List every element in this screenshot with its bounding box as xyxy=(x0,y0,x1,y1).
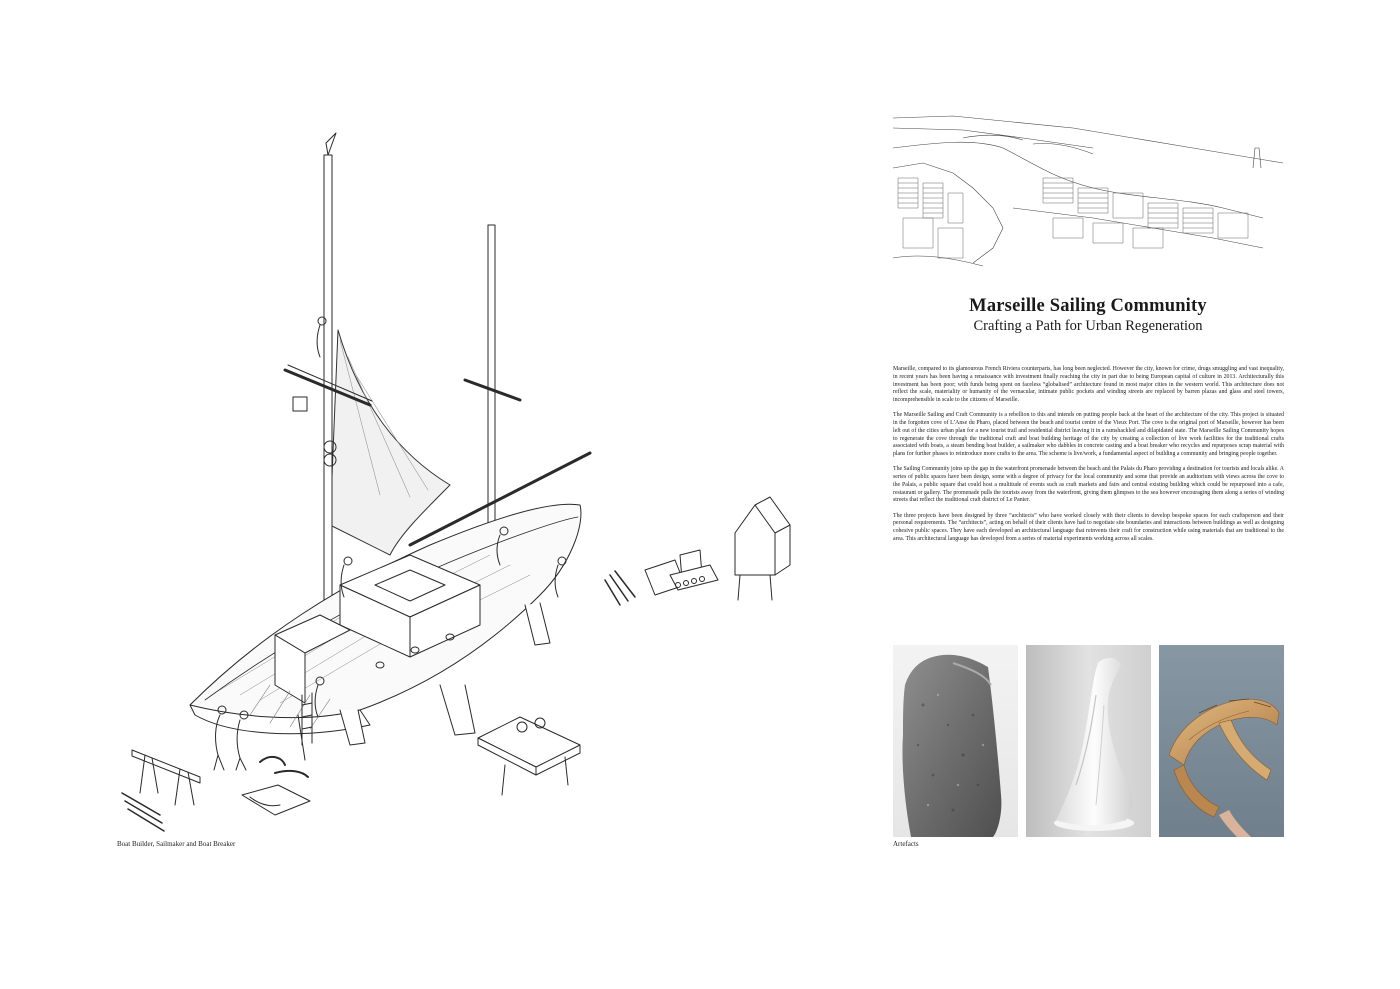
page-subtitle: Crafting a Path for Urban Regeneration xyxy=(973,318,1203,334)
artefact-concrete-block-image xyxy=(893,645,1018,837)
body-text xyxy=(893,366,1284,551)
right-caption: Artefacts xyxy=(893,840,919,848)
left-caption: Boat Builder, Sailmaker and Boat Breaker xyxy=(117,840,236,848)
page-title: Marseille Sailing Community xyxy=(969,296,1207,316)
artefact-bent-wood-image xyxy=(1159,645,1284,837)
paragraph: The Sailing Community joins up the gap in the waterfront promenade between the beach and the Palais du Pharo providing a destination for tourists and locals alike. A series of public spaces have been design, some with a degree of privacy for the local community and some that provide an auditorium with views across the cove to the Palais, a public square that could host a multitude of events such as craft markets and fairs and central existing building which could be repurposed into a cafe, restaurant or gallery. The promenade pulls the tourists away from the waterfront, giving them glimpses to the sea however encouraging them along a series of winding streets that reflect the traditional craft district of Le Panier. xyxy=(893,466,1284,504)
marseille-city-sketch xyxy=(893,108,1283,268)
paragraph: The Marseille Sailing and Craft Community is a rebellion to this and intends on putting people back at the heart of the architecture of the city. This project is situated in the forgotten cove of L’Anse du Pharo, placed between the beach and tourist centre of the Vieux Port. The cove is the original port of Marseille, however has been left out of the cities urban plan for a new tourist trail and residential district leaving it in a ramshackled and dilapidated state. The Marseille Sailing Community hopes to regenerate the cove through the traditional craft and boat building heritage of the city by creating a collection of live work facilities for the traditional crafts associated with boats, a steam bending boat builder, a sailmaker who dabbles in concrete casting and a boat breaker who recycles and repurposes scrap material with plans for further phases to reintroduce more crafts to the area. The scheme is live/work, a fundamental aspect of building a community and bringing people together. xyxy=(893,412,1284,457)
paragraph: The three projects have been designed by three “architects” who have worked closely with their clients to develop bespoke spaces for each craftsperson and their personal requirements. The “architects”, acting on behalf of their clients have had to negotiate site boundaries and interactions between buildings as well as designing cohesive public spaces. They have each developed an architectural language that reinvents their craft for construction while using materials that are traditional to the area. This architectural language has developed from a series of material experiments working across all scales. xyxy=(893,512,1284,542)
artefacts-gallery xyxy=(893,645,1284,837)
artefact-white-cast-image xyxy=(1026,645,1151,837)
paragraph: Marseille, compared to its glamourous French Riviera counterparts, has long been neglected. However the city, known for crime, drugs smuggling and vast inequality, in recent years has been having a renaissance with investment finally reaching the city in part due to being European capital of culture in 2013. Architecturally this investment has been poor; with funds being spent on faceless “globalised” architecture found in most major cities in the western world. This architecture does not reflect the scale, materiality or humanity of the vernacular, intimate public pockets and winding streets are replaced by barren plazas and glass and steel towers, incomprehensible in scale to the citizens of Marseille. xyxy=(893,366,1284,403)
boat-isometric-drawing xyxy=(110,125,800,840)
